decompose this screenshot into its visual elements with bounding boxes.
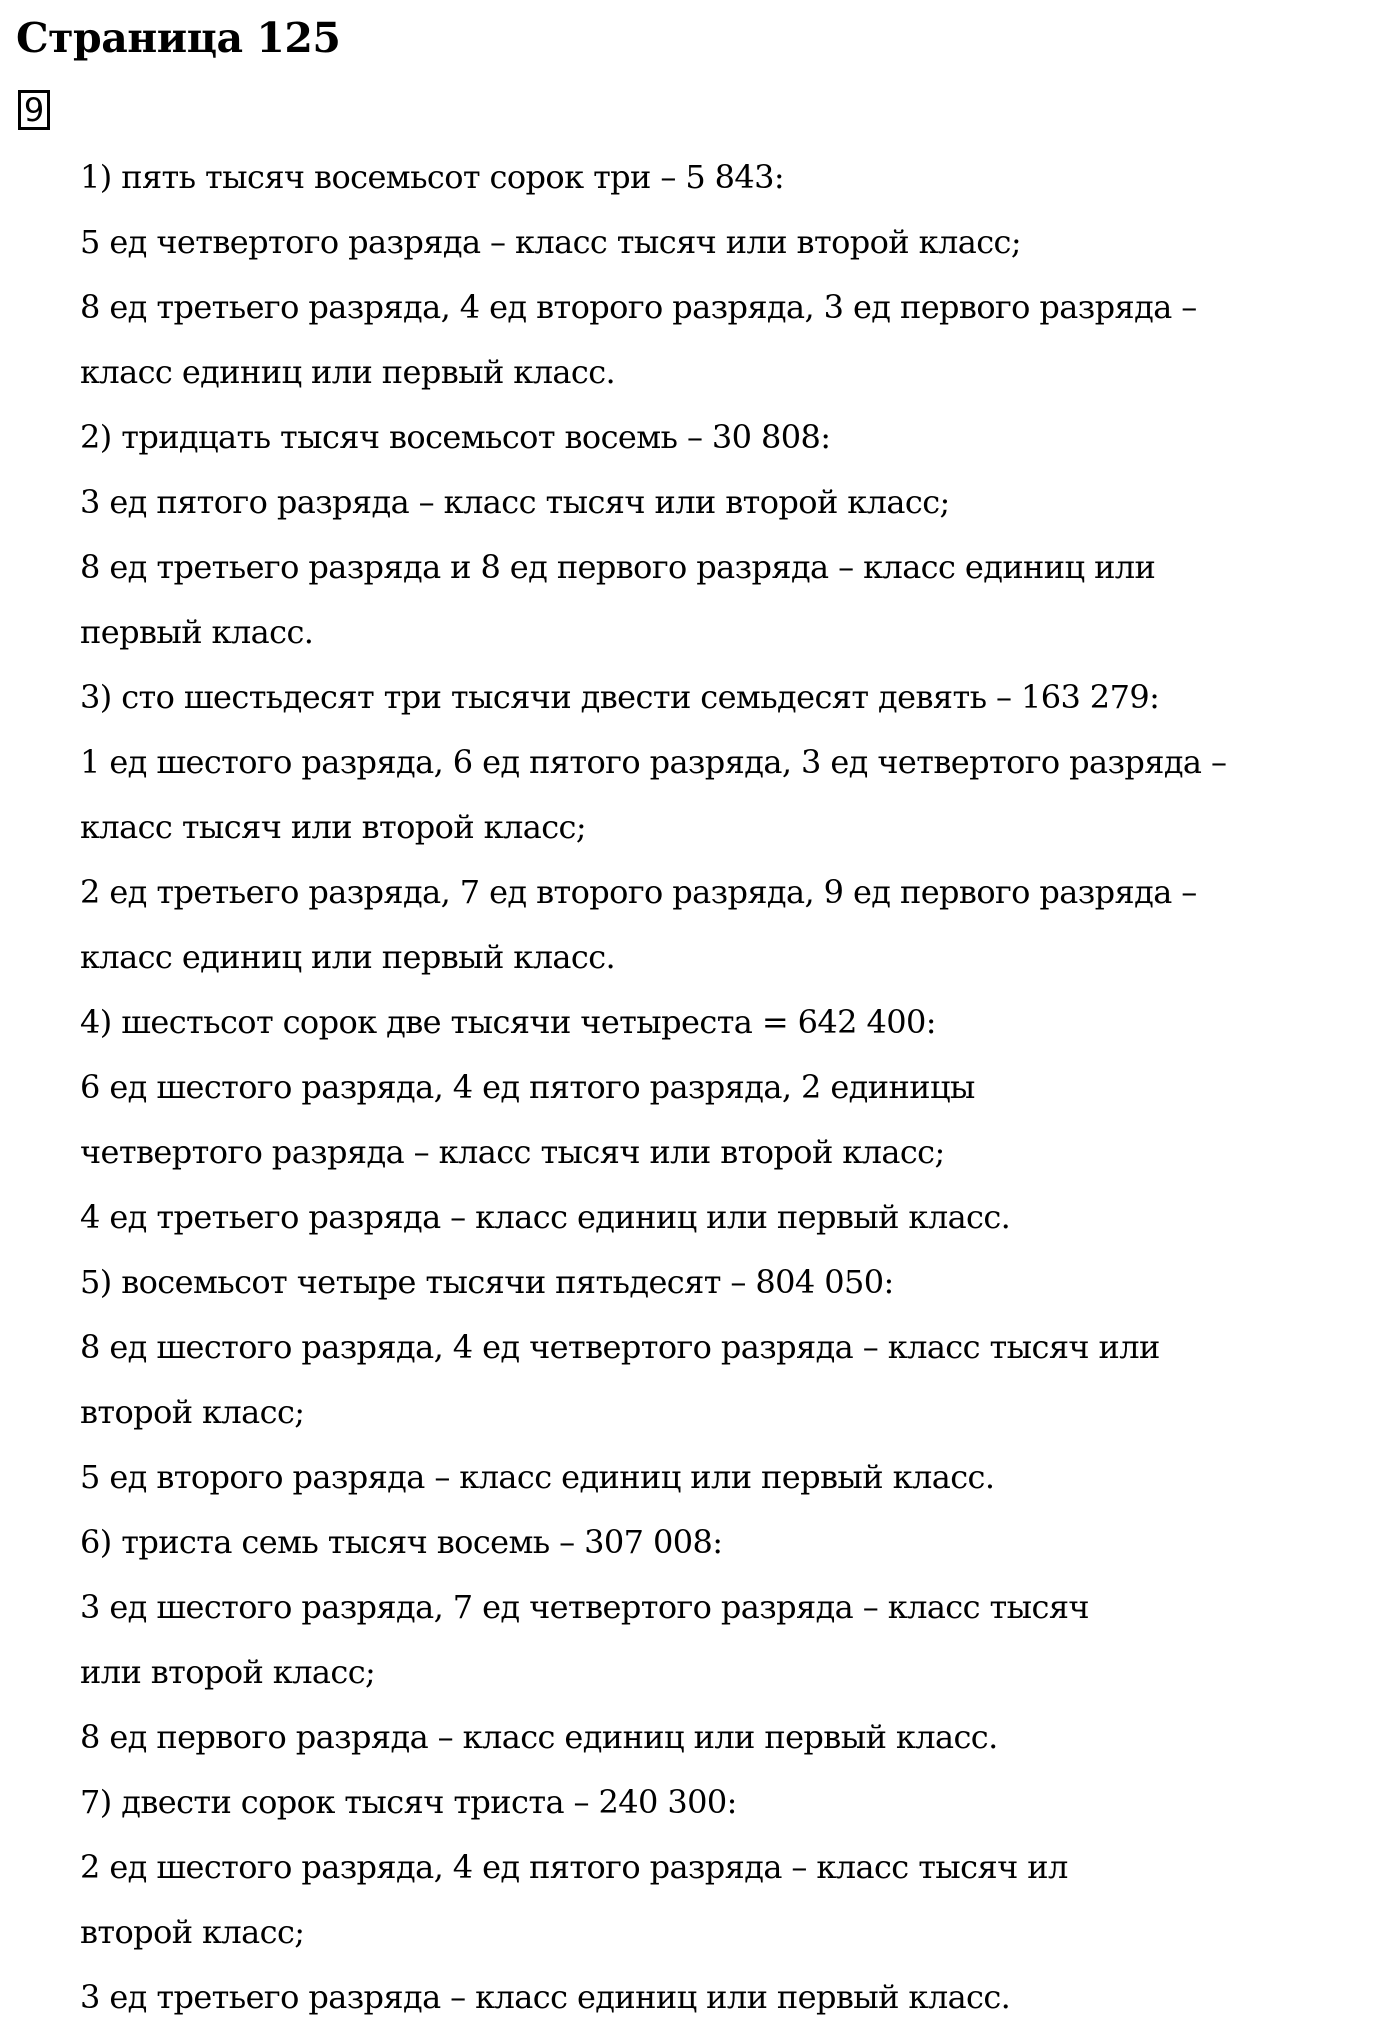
text-line: 6 ед шестого разряда, 4 ед пятого разряда, 2 единицы (80, 1068, 975, 1106)
text-line: 8 ед первого разряда – класс единиц или первый класс. (80, 1718, 998, 1756)
text-line: второй класс; (80, 1913, 305, 1951)
text-line: 6) триста семь тысяч восемь – 307 008: (80, 1523, 723, 1561)
text-line: 8 ед третьего разряда, 4 ед второго разряда, 3 ед первого разряда – (80, 288, 1197, 326)
text-line: или второй класс; (80, 1653, 376, 1691)
text-line: класс единиц или первый класс. (80, 938, 616, 976)
text-line: 5) восемьсот четыре тысячи пятьдесят – 804 050: (80, 1263, 894, 1301)
text-line: класс тысяч или второй класс; (80, 808, 587, 846)
text-line: второй класс; (80, 1393, 305, 1431)
text-line: четвертого разряда – класс тысяч или второй класс; (80, 1133, 945, 1171)
text-line: 2 ед шестого разряда, 4 ед пятого разряда – класс тысяч ил (80, 1848, 1068, 1886)
text-line: класс единиц или первый класс. (80, 353, 616, 391)
text-line: первый класс. (80, 613, 314, 651)
solution-text (80, 145, 1380, 2030)
text-line: 5 ед четвертого разряда – класс тысяч или второй класс; (80, 223, 1022, 261)
page-title: Страница 125 (16, 14, 341, 62)
task-number-box: 9 (18, 90, 50, 130)
text-line: 1 ед шестого разряда, 6 ед пятого разряда, 3 ед четвертого разряда – (80, 743, 1227, 781)
text-line: 2 ед третьего разряда, 7 ед второго разряда, 9 ед первого разряда – (80, 873, 1197, 911)
text-line: 2) тридцать тысяч восемьсот восемь – 30 808: (80, 418, 831, 456)
text-line: 7) двести сорок тысяч триста – 240 300: (80, 1783, 737, 1821)
text-line: 3 ед третьего разряда – класс единиц или первый класс. (80, 1978, 1011, 2016)
text-line: 1) пять тысяч восемьсот сорок три – 5 843: (80, 158, 785, 196)
text-line: 8 ед третьего разряда и 8 ед первого разряда – класс единиц или (80, 548, 1156, 586)
text-line: 4 ед третьего разряда – класс единиц или первый класс. (80, 1198, 1011, 1236)
text-line: 3) сто шестьдесят три тысячи двести семьдесят девять – 163 279: (80, 678, 1160, 716)
text-line: 3 ед пятого разряда – класс тысяч или второй класс; (80, 483, 950, 521)
text-line: 5 ед второго разряда – класс единиц или первый класс. (80, 1458, 995, 1496)
text-line: 4) шестьсот сорок две тысячи четыреста = 642 400: (80, 1003, 936, 1041)
text-line: 3 ед шестого разряда, 7 ед четвертого разряда – класс тысяч (80, 1588, 1089, 1626)
text-line: 8 ед шестого разряда, 4 ед четвертого разряда – класс тысяч или (80, 1328, 1160, 1366)
